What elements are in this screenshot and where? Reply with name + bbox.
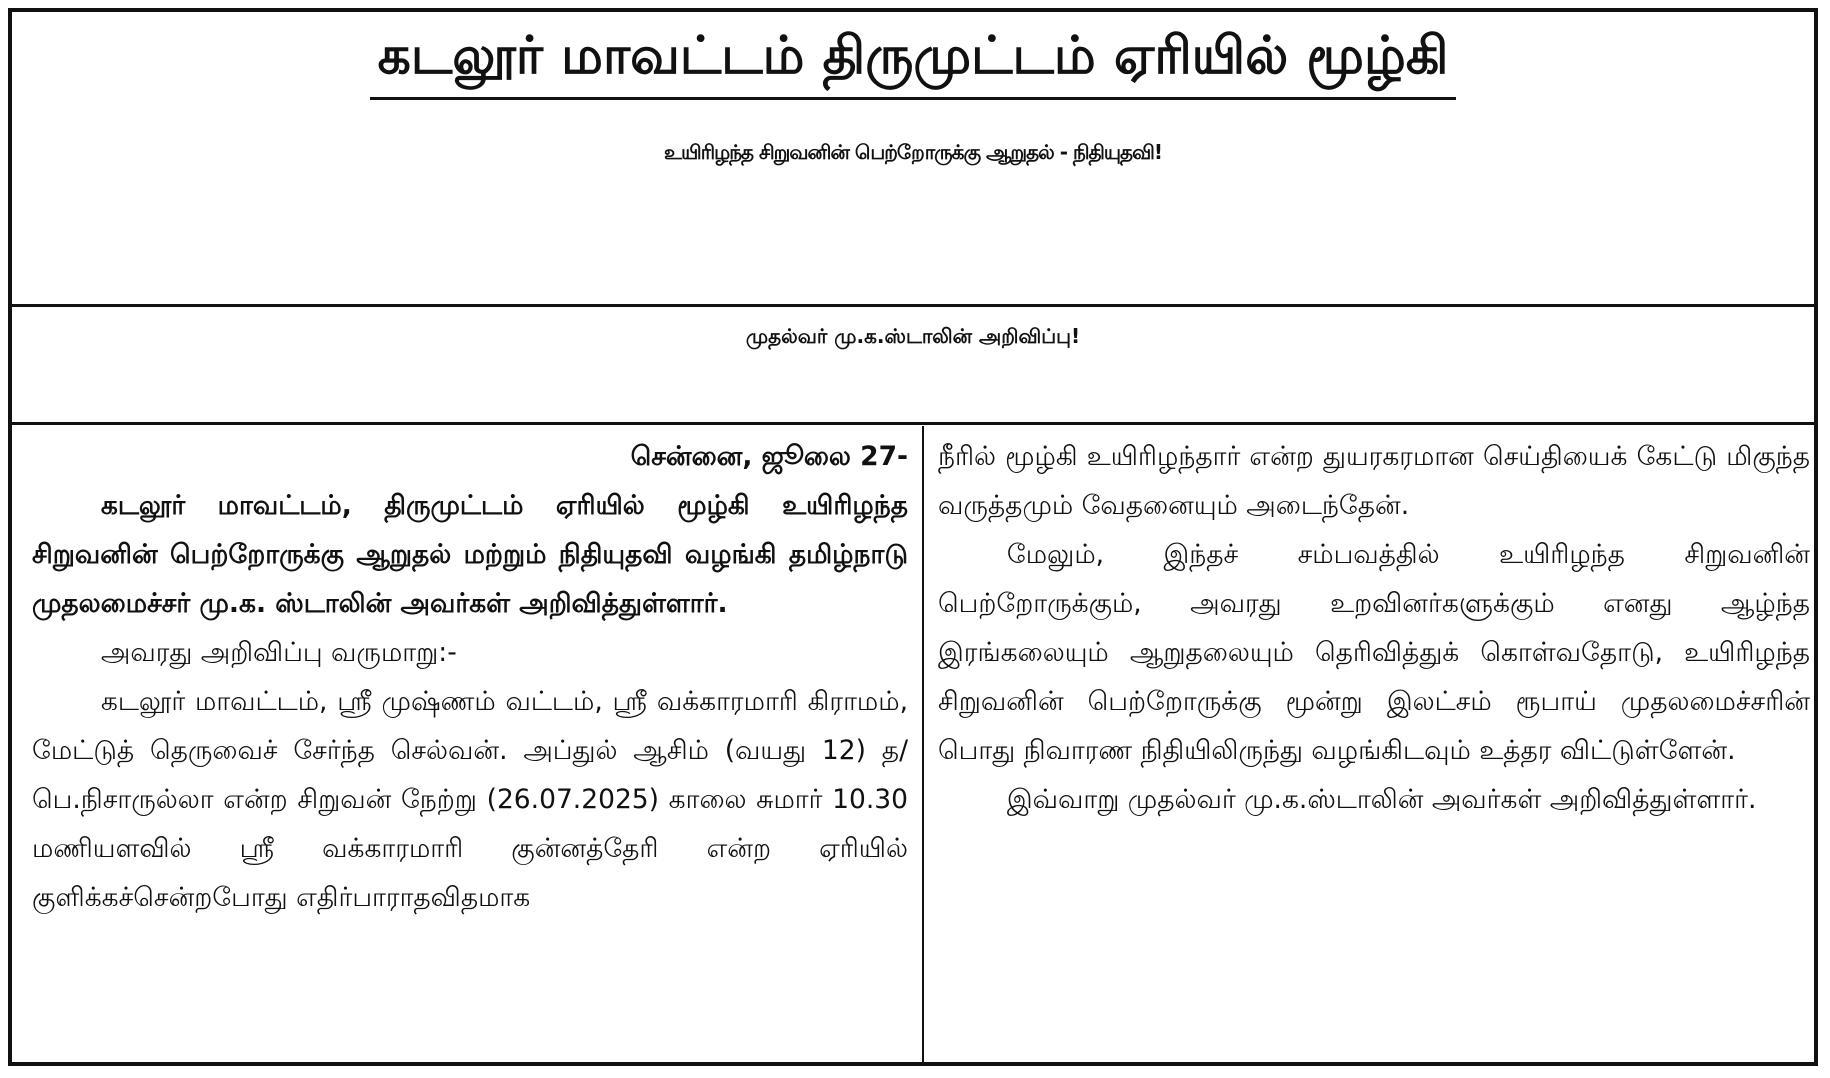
dateline: சென்னை, ஜூலை 27- [630,441,908,472]
headline: உயிரிழந்த சிறுவனின் பெற்றோருக்கு ஆறுதல் - நிதியுதவி! [664,140,1162,164]
closing-paragraph: இவ்வாறு முதல்வர் மு.க.ஸ்டாலின் அவர்கள் அறிவித்துள்ளார். [1006,784,1757,815]
intro-paragraph: அவரது அறிவிப்பு வருமாறு:- [100,637,457,668]
body-paragraph-1-continued: நீரில் மூழ்கி உயிரிழந்தார் என்ற துயரகரமான செய்தியைக் கேட்டு மிகுந்த வருத்தமும் வேதனையும் அடைந்தேன். [938,441,1810,521]
lead-paragraph: கடலூர் மாவட்டம், திருமுட்டம் ஏரியில் மூழ்கி உயிரிழந்த சிறுவனின் பெற்றோருக்கு ஆறுதல் மற்றும் நிதியுதவி வழங்கி தமிழ்நாடு முதலமைச்சர் மு.க. ஸ்டாலின் அவர்கள் அறிவித்துள்ளார். [32,490,908,619]
subheadline: முதல்வர் மு.க.ஸ்டாலின் அறிவிப்பு! [745,324,1081,348]
kicker-line [12,26,1814,100]
kicker-text: கடலூர் மாவட்டம் திருமுட்டம் ஏரியில் மூழ்கி [370,26,1457,100]
body-paragraph-2: மேலும், இந்தச் சம்பவத்தில் உயிரிழந்த சிறுவனின் பெற்றோருக்கும், அவரது உறவினர்களுக்கும் எனது ஆழ்ந்த இரங்கலையும் ஆறுதலையும் தெரிவித்துக் கொள்வதோடு, உயிரிழந்த சிறுவனின் பெற்றோருக்கு மூன்று இலட்சம் ரூபாய் முதலமைச்சரின் பொது நிவாரண நிதியிலிருந்து வழங்கிடவும் உத்தர விட்டுள்ளேன். [938,539,1810,766]
divider-bottom [12,422,1814,425]
news-clipping [8,8,1818,1066]
article-column-left [32,432,908,922]
divider-top [12,304,1814,307]
column-divider [922,426,924,1062]
body-paragraph-1: கடலூர் மாவட்டம், ஸ்ரீ முஷ்ணம் வட்டம், ஸ்ரீ வக்காரமாரி கிராமம், மேட்டுத் தெருவைச் சேர்ந்த செல்வன். அப்துல் ஆசிம் (வயது 12) த/பெ.நிசாருல்லா என்ற சிறுவன் நேற்று (26.07.2025) காலை சுமார் 10.30 மணியளவில் ஸ்ரீ வக்காரமாரி குன்னத்தேரி என்ற ஏரியில் குளிக்கச்சென்றபோது எதிர்பாராதவிதமாக [32,686,908,913]
article-column-right [938,432,1810,824]
